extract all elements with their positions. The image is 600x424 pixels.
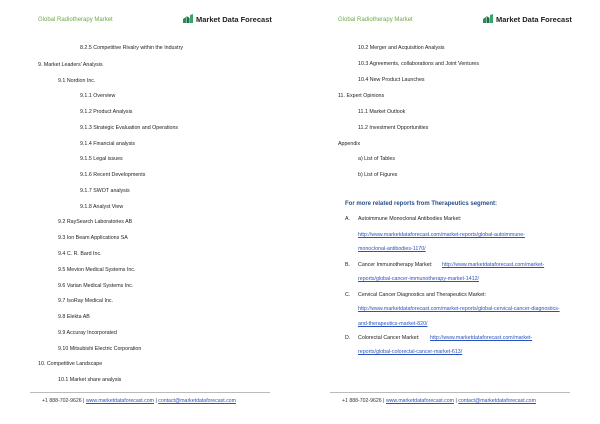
related-item-title — [345, 292, 486, 298]
toc-item: 9.1.2 Product Analysis — [80, 109, 133, 115]
logo-icon — [483, 14, 493, 24]
page-footer — [42, 398, 236, 404]
footer-website-link[interactable]: www.marketdataforecast.com — [385, 398, 454, 404]
related-link[interactable]: reports/global-cancer-immunotherapy-market-1412/ — [358, 276, 479, 282]
toc-item: a) List of Tables — [358, 156, 396, 162]
related-link[interactable]: http://www.marketdataforecast.com/market-reports/global-autoimmune- — [358, 232, 525, 238]
footer-email-link[interactable]: contact@marketdataforecast.com — [158, 398, 236, 404]
footer-separator: | — [155, 398, 157, 404]
toc-item: 10. Competitive Landscape — [38, 361, 103, 367]
page-footer — [342, 398, 536, 404]
related-link[interactable]: and-therapeutics-market-820/ — [358, 321, 428, 327]
footer-separator: | — [83, 398, 85, 404]
related-item-letter: A. — [345, 216, 351, 222]
toc-item: 9.4 C. R. Bard Inc. — [58, 251, 102, 257]
related-item-title — [345, 335, 420, 341]
document-title: Global Radiotherapy Market — [338, 17, 413, 23]
toc-item: 9.8 Elekta AB — [58, 314, 90, 320]
footer-divider — [330, 392, 570, 393]
related-item-letter: D. — [345, 335, 351, 341]
toc-item: 9.1.4 Financial analysis — [80, 141, 136, 147]
brand-name: Market Data Forecast — [196, 14, 272, 24]
toc-item: 8.2.5 Competitive Rivalry within the Industry — [80, 45, 184, 51]
toc-item: 9.1.3 Strategic Evaluation and Operations — [80, 125, 179, 131]
footer-website-link[interactable]: www.marketdataforecast.com — [85, 398, 154, 404]
toc-item: 10.4 New Product Launches — [358, 77, 425, 83]
related-link[interactable]: http://www.marketdataforecast.com/market-reports/global-cervical-cancer-diagnostics- — [358, 306, 560, 312]
related-item-name: Cancer Immunotherapy Market: — [358, 262, 433, 268]
related-item-title — [345, 262, 433, 268]
brand-logo — [483, 14, 572, 24]
related-link[interactable]: http://www.marketdataforecast.com/market- — [442, 262, 545, 268]
toc-item: 9.1.6 Recent Developments — [80, 172, 146, 178]
toc-item: 9. Market Leaders' Analysis — [38, 62, 103, 68]
toc-item: Appendix — [338, 141, 361, 147]
logo-icon — [183, 14, 193, 24]
toc-item: 11.2 Investment Opportunities — [358, 125, 429, 131]
toc-item: 9.1.5 Legal issues — [80, 156, 123, 162]
footer-separator: | — [455, 398, 457, 404]
toc-item: 9.1.8 Analyst View — [80, 204, 124, 210]
related-item-name: Colorectal Cancer Market: — [358, 335, 420, 341]
toc-item: 10.3 Agreements, collaborations and Joint Ventures — [358, 61, 480, 67]
footer-separator: | — [383, 398, 385, 404]
toc-item: b) List of Figures — [358, 172, 398, 178]
document-title: Global Radiotherapy Market — [38, 17, 113, 23]
brand-logo — [183, 14, 272, 24]
related-link[interactable]: http://www.marketdataforecast.com/market- — [430, 335, 533, 341]
toc-item: 11.1 Market Outlook — [358, 109, 406, 115]
related-item-title — [345, 216, 462, 222]
toc-item: 11. Expert Opinions — [338, 93, 385, 99]
toc-item: 9.9 Accuray Incorporated — [58, 330, 117, 336]
toc-item: 9.3 Ion Beam Applications SA — [58, 235, 128, 241]
toc-item: 9.6 Varian Medical Systems Inc. — [58, 283, 134, 289]
related-item-letter: C. — [345, 292, 351, 298]
toc-item: 9.1.1 Overview — [80, 93, 116, 99]
toc-item: 10.2 Merger and Acquisition Analysis — [358, 45, 445, 51]
related-link[interactable]: reports/global-colorectal-cancer-market-613/ — [358, 349, 463, 355]
toc-item: 9.1.7 SWOT analysis — [80, 188, 130, 194]
related-item-name: Autoimmune Monoclonal Antibodies Market: — [358, 216, 462, 222]
toc-item: 9.1 Nordion Inc. — [58, 78, 96, 84]
toc-item: 9.10 Mitsubishi Electric Corporation — [58, 346, 142, 352]
related-item-letter: B. — [345, 262, 351, 268]
toc-item: 9.2 RaySearch Laboratories AB — [58, 219, 133, 225]
right-page — [300, 0, 600, 424]
toc-item: 10.1 Market share analysis — [58, 377, 122, 383]
related-item-name: Cervical Cancer Diagnostics and Therapeutics Market: — [358, 292, 486, 298]
toc-item: 9.5 Mevion Medical Systems Inc. — [58, 267, 136, 273]
related-reports-heading: For more related reports from Therapeutics segment: — [345, 201, 498, 207]
brand-name: Market Data Forecast — [496, 14, 572, 24]
footer-email-link[interactable]: contact@marketdataforecast.com — [458, 398, 536, 404]
footer-phone: +1 888-702-9626 — [342, 398, 382, 404]
related-link[interactable]: monoclonal-antibodies-1170/ — [358, 246, 426, 252]
footer-divider — [30, 392, 270, 393]
footer-phone: +1 888-702-9626 — [42, 398, 82, 404]
toc-item: 9.7 IsoRay Medical Inc. — [58, 298, 114, 304]
